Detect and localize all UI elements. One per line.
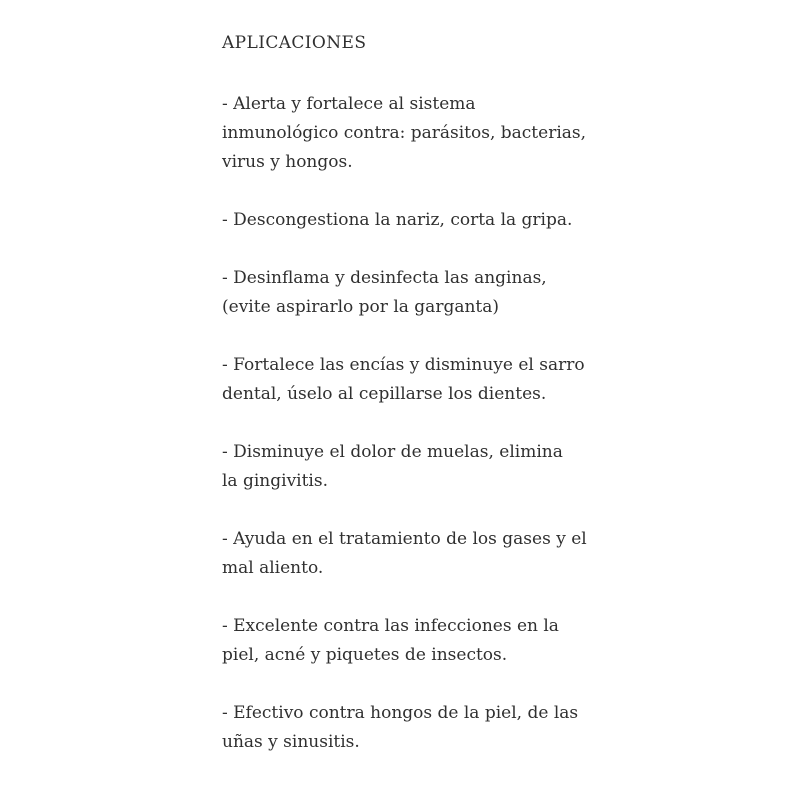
list-item <box>222 612 622 670</box>
list-item-line: mal aliento. <box>222 558 324 578</box>
list-item <box>222 90 622 177</box>
list-item-line: - Disminuye el dolor de muelas, elimina <box>222 442 563 462</box>
list-item <box>222 699 622 757</box>
list-item <box>222 351 622 409</box>
list-item-line: - Excelente contra las infecciones en la <box>222 616 559 636</box>
content-block <box>222 29 622 786</box>
list-item-line: piel, acné y piquetes de insectos. <box>222 645 508 665</box>
list-item-line: - Ayuda en el tratamiento de los gases y el <box>222 529 587 549</box>
list-item-line: dental, úselo al cepillarse los dientes. <box>222 384 547 404</box>
list-item-line: - Desinflama y desinfecta las anginas, <box>222 268 547 288</box>
list-item-line: - Alerta y fortalece al sistema <box>222 94 476 114</box>
list-item-line: virus y hongos. <box>222 152 353 172</box>
list-item <box>222 438 622 496</box>
list-item-line: la gingivitis. <box>222 471 329 491</box>
list-item-line: inmunológico contra: parásitos, bacterias, <box>222 123 587 143</box>
list-item-line: uñas y sinusitis. <box>222 732 360 752</box>
list-item-line: - Fortalece las encías y disminuye el sarro <box>222 355 585 375</box>
list-item <box>222 264 622 322</box>
list-item <box>222 206 622 235</box>
list-item <box>222 525 622 583</box>
list-item-line: - Descongestiona la nariz, corta la gripa. <box>222 210 573 230</box>
list-item-line: - Efectivo contra hongos de la piel, de las <box>222 703 579 723</box>
page-title: APLICACIONES <box>222 33 367 53</box>
list-item-line: (evite aspirarlo por la garganta) <box>222 297 500 317</box>
